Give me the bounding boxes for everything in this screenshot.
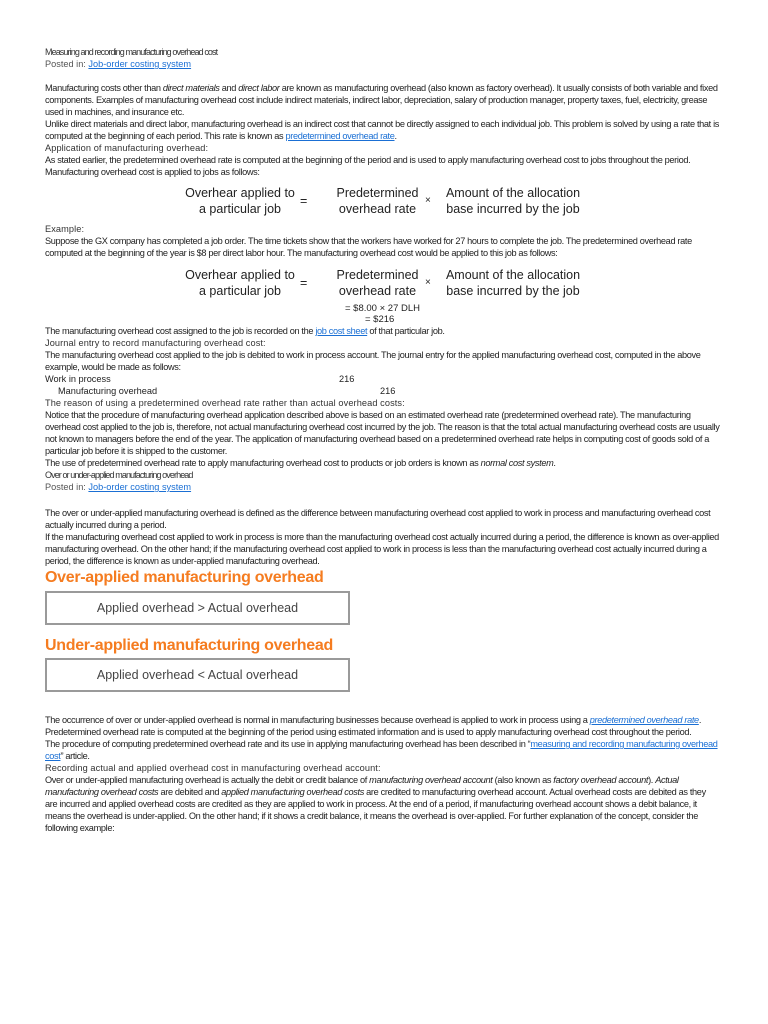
normal-cost-paragraph: The use of predetermined overhead rate to apply manufacturing overhead cost to products or job orders is known as normal cost system. bbox=[45, 458, 556, 468]
posted-in bbox=[45, 58, 720, 70]
credit-amount: 216 bbox=[380, 386, 396, 396]
calc-line-2: = $216 bbox=[365, 314, 395, 325]
predetermined-rate-link[interactable]: predetermined overhead rate bbox=[285, 131, 395, 141]
article-title: Measuring and recording manufacturing overhead cost bbox=[45, 47, 218, 57]
formula-left: Overhear applied to a particular job bbox=[185, 186, 295, 216]
overhead-formula bbox=[45, 185, 720, 225]
journal-paragraph: The manufacturing overhead cost applied to the job is debited to work in process account. The journal entry for the applied manufacturing overhead cost, computed in the above example, would be made as follows: bbox=[45, 350, 701, 372]
job-cost-sheet-link[interactable]: job cost sheet bbox=[315, 326, 368, 336]
recorded-paragraph: The manufacturing overhead cost assigned to the job is recorded on the job cost sheet of that particular job. bbox=[45, 326, 445, 336]
journal-debit-row bbox=[45, 373, 720, 385]
application-paragraph: As stated earlier, the predetermined overhead rate is computed at the beginning of the period and is used to apply manufacturing overhead cost to jobs throughout the period. bbox=[45, 155, 691, 165]
article-page bbox=[45, 46, 720, 834]
posted-prefix: Posted in: bbox=[45, 59, 86, 69]
section-heading: Example: bbox=[45, 224, 85, 234]
under-applied-rule-box: Applied overhead < Actual overhead bbox=[45, 658, 350, 692]
application-paragraph-2: Manufacturing overhead cost is applied to jobs as follows: bbox=[45, 167, 260, 177]
reason-paragraph: Notice that the procedure of manufacturing overhead application described above is based on an estimated overhead rate (predetermined overhead rate). The manufacturing overhead cost applied to the job is, therefore, not actual manufacturing overhead cost incurred by the job. The reason is that the total actual manufacturing overhead costs are usually not known to managers before the end of the year. The application of manufacturing overhead based on a predetermined overhead rate helps in computing cost of goods sold of a particular job before it is shipped to the customer. bbox=[45, 410, 720, 456]
formula-middle: Predetermined overhead rate bbox=[336, 268, 419, 298]
section-heading: Journal entry to record manufacturing overhead cost: bbox=[45, 338, 266, 348]
over-applied-rule-box: Applied overhead > Actual overhead bbox=[45, 591, 350, 625]
occurrence-paragraph: The occurrence of over or under-applied overhead is normal in manufacturing businesses because overhead is applied to work in process using a predetermined overhead rate. Predetermined overhead rate is computed at the beginning of the period using estimated information and is used to apply manufacturing overhead cost throughout the period. bbox=[45, 715, 702, 737]
formula-middle: Predetermined overhead rate bbox=[336, 186, 419, 216]
section-heading: Application of manufacturing overhead: bbox=[45, 143, 209, 153]
predetermined-rate-link-2[interactable]: predetermined overhead rate bbox=[589, 715, 699, 725]
overhead-formula-example bbox=[45, 267, 720, 307]
formula-equals: = bbox=[300, 276, 308, 290]
formula-right: Amount of the allocation base incurred by the job bbox=[445, 268, 581, 298]
procedure-paragraph: The procedure of computing predetermined overhead rate and its use in applying manufacturing overhead has been described in “measuring and recording manufacturing overhead cost” article. bbox=[45, 739, 718, 761]
formula-right: Amount of the allocation base incurred by the job bbox=[445, 186, 581, 216]
category-link[interactable]: Job-order costing system bbox=[88, 59, 192, 69]
article-title-2: Over or under-applied manufacturing overhead bbox=[45, 470, 193, 480]
debit-account: Work in process bbox=[45, 374, 111, 384]
formula-times: × bbox=[425, 195, 431, 206]
debit-amount: 216 bbox=[339, 374, 355, 384]
section-heading: Recording actual and applied overhead cost in manufacturing overhead account: bbox=[45, 763, 381, 773]
formula-equals: = bbox=[300, 194, 308, 208]
formula-left: Overhear applied to a particular job bbox=[185, 268, 295, 298]
example-paragraph: Suppose the GX company has completed a job order. The time tickets show that the workers have worked for 27 hours to complete the job. The predetermined overhead rate computed at the beginning of the year is $8 per direct labor hour. The manufacturing overhead cost would be applied to this job as follows: bbox=[45, 236, 692, 258]
section-heading: The reason of using a predetermined overhead rate rather than actual overhead costs: bbox=[45, 398, 405, 408]
indirect-cost-paragraph: Unlike direct materials and direct labor, manufacturing overhead is an indirect cost that cannot be directly assigned to each individual job. This problem is solved by using a rate that is computed at the beginning of each period. This rate is known as predetermined overhead rate. bbox=[45, 119, 720, 141]
category-link-2[interactable]: Job-order costing system bbox=[88, 482, 192, 492]
journal-credit-row bbox=[45, 385, 720, 397]
recording-paragraph: Over or under-applied manufacturing overhead is actually the debit or credit balance of manufacturing overhead account (also known as factory overhead account). Actual manufacturing overhead costs are debited and applied manufacturing overhead costs are credited to manufacturing overhead account. Actual overhead costs are debited as they are incurred and applied overhead costs are credited as they are applied to work in process. At the end of a period, if manufacturing overhead account shows a debit balance, it means the overhead is under-applied. On the other hand; if it shows a credit balance, it means the overhead is over-applied. For further explanation of the concept, consider the following example: bbox=[45, 775, 706, 833]
formula-times: × bbox=[425, 277, 431, 288]
under-applied-banner: Under-applied manufacturing overhead bbox=[45, 637, 333, 654]
credit-account: Manufacturing overhead bbox=[58, 386, 158, 396]
definition-paragraph-2: If the manufacturing overhead cost applied to work in process is more than the manufacturing overhead cost actually incurred during a period, the difference is known as over-applied manufacturing overhead. On the other hand; if the manufacturing overhead cost applied to work in process is less than the manufacturing overhead cost actually incurred during a period, the difference is known as under-applied manufacturing overhead. bbox=[45, 532, 719, 566]
over-applied-banner: Over-applied manufacturing overhead bbox=[45, 569, 324, 586]
measuring-article-link[interactable]: measuring and recording manufacturing overhead cost bbox=[45, 739, 718, 761]
posted-in-2: Posted in: Job-order costing system bbox=[45, 482, 192, 492]
intro-paragraph: Manufacturing costs other than direct materials and direct labor are known as manufacturing overhead (also known as factory overhead). It usually consists of both variable and fixed components. Examples of manufacturing overhead cost include indirect materials, indirect labor, depreciation, salary of production manager, property taxes, fuel, electricity, grease used in machines, and insurance etc. bbox=[45, 83, 718, 117]
calc-line-1: = $8.00 × 27 DLH bbox=[345, 303, 420, 314]
definition-paragraph: The over or under-applied manufacturing overhead is defined as the difference between manufacturing overhead cost applied to work in process and manufacturing overhead cost actually incurred during a period. bbox=[45, 508, 711, 530]
